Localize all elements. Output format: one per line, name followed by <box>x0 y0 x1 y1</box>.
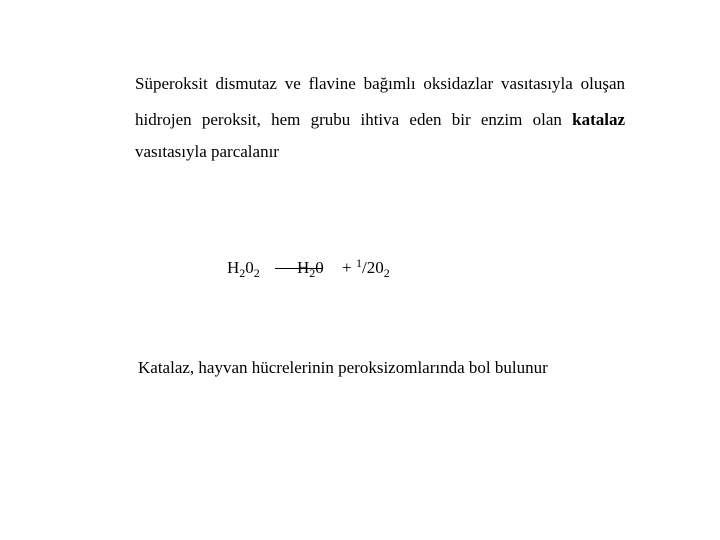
equation-plus-sign: + <box>342 258 352 277</box>
reactant-o: 0 <box>245 258 254 277</box>
equation-product-oxygen <box>356 256 390 280</box>
equation-reactant-h2o2 <box>227 258 260 280</box>
product-water-o: 0 <box>315 258 324 277</box>
product-water-h: H <box>297 258 310 277</box>
closing-sentence: Katalaz, hayvan hücrelerinin peroksizomlarında bol bulunur <box>138 358 548 377</box>
paragraph-line-3: vasıtasıyla parcalanır <box>135 142 279 161</box>
reactant-h: H <box>227 258 240 277</box>
reactant-sub-1: 2 <box>239 266 246 280</box>
oxygen-coefficient-rest: /20 <box>362 258 384 277</box>
equation-product-water <box>297 258 324 280</box>
paragraph-line-2 <box>135 111 625 128</box>
paragraph-line-1: Süperoksit dismutaz ve flavine bağımlı oksidazlar vasıtasıyla oluşan <box>135 74 625 93</box>
oxygen-coefficient-numerator: 1 <box>356 256 362 270</box>
oxygen-sub: 2 <box>383 266 390 280</box>
katalaz-bold-term: katalaz <box>572 110 625 129</box>
product-water-sub: 2 <box>309 266 316 280</box>
paragraph-line-2-text: hidrojen peroksit, hem grubu ihtiva eden bir enzim olan <box>135 110 573 129</box>
reactant-sub-2: 2 <box>253 266 260 280</box>
